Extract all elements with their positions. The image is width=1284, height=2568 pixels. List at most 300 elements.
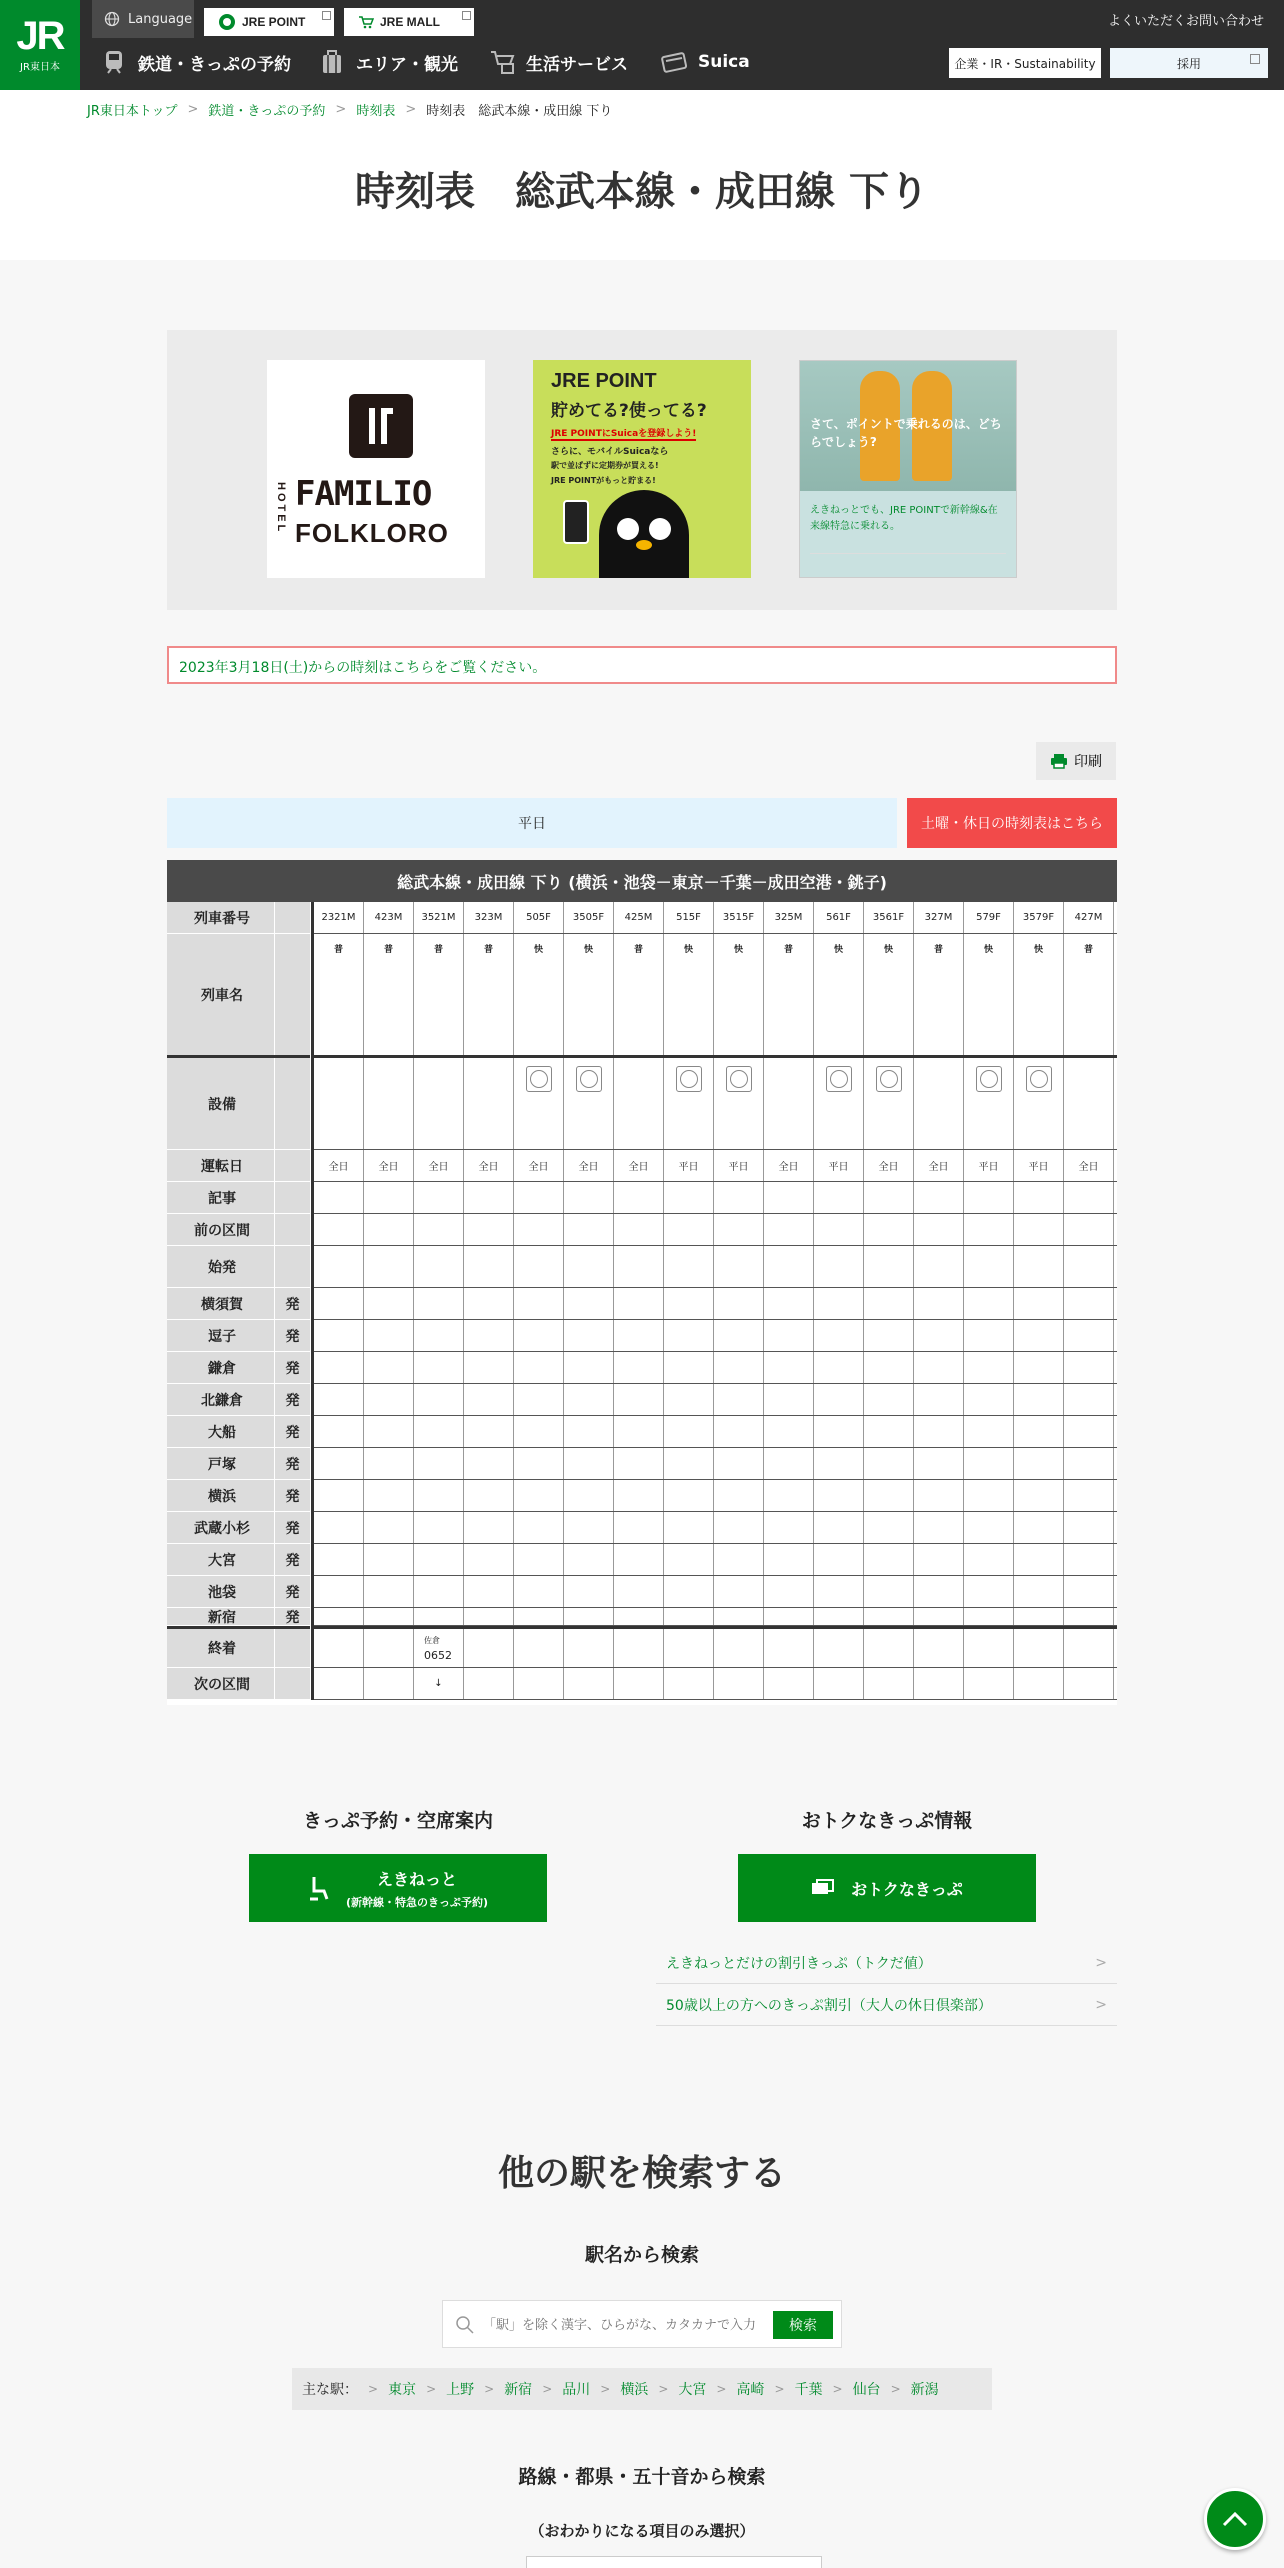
major-station-link[interactable]: 新宿 [504,2382,533,2398]
chevron-right-icon: > [335,102,347,117]
back-to-top-button[interactable] [1204,2488,1266,2550]
breadcrumb-timetable[interactable]: 時刻表 [356,104,396,119]
timetable-cell [514,1058,564,1149]
timetable-cell [814,1214,864,1245]
timetable-cell [1014,1416,1064,1447]
timetable-cell [914,1544,964,1575]
jr-east-logo[interactable] [0,0,80,90]
timetable-cell [664,1416,714,1447]
row-label [167,1182,310,1214]
row-label [167,1246,310,1288]
timetable-cell [514,1544,564,1575]
timetable-cell: 全日 [414,1150,464,1181]
jre-mall-label: JRE MALL [380,15,440,29]
row-label-text: 前の区間 [194,1222,250,1239]
external-link-icon [462,11,471,20]
jre-mall-link[interactable] [344,8,474,36]
timetable-cell [714,1668,764,1699]
timetable-cell [764,1352,814,1383]
timetable-cell [414,1576,464,1607]
no-smoking-icon [676,1066,702,1092]
banner-ekinet-copy: さて、ポイントで乗れるのは、どちらでしょう? [810,417,1002,449]
timetable-cell: 2321M [314,902,364,933]
timetable-cell [564,1512,614,1543]
timetable-row [314,902,1117,934]
row-label [167,902,310,934]
timetable-row [314,1544,1117,1576]
timetable-cell [864,1608,914,1625]
timetable-cell [364,1058,414,1149]
station-search-button[interactable]: 検索 [773,2311,833,2339]
timetable-cell [664,1576,714,1607]
timetable-cell [714,1416,764,1447]
row-label [167,1576,310,1608]
timetable-cell: 普 [914,934,964,1055]
timetable-cell [914,1668,964,1699]
timetable-cell: 全日 [1064,1150,1114,1181]
banner-jre-line1: JRE POINTにSuicaを登録しよう! [551,426,696,441]
timetable-row [314,1214,1117,1246]
tab-holiday[interactable]: 土曜・休日の時刻表はこちら [907,798,1117,848]
timetable-cell [564,1576,614,1607]
timetable-cell: 快 [714,934,764,1055]
timetable-cell [614,1182,664,1213]
row-label [167,1288,310,1320]
timetable-cell [1064,1480,1114,1511]
timetable-cell [714,1448,764,1479]
nav-life-label: 生活サービス [526,54,628,75]
hotel-brand: FAMILIO [295,474,432,514]
timetable-cell [514,1448,564,1479]
timetable-cell [1014,1629,1064,1667]
timetable-cell [414,1629,464,1667]
timetable-cell [864,1352,914,1383]
timetable-cell [1064,1416,1114,1447]
row-label-text: 武蔵小杉 [194,1520,250,1537]
no-smoking-icon [826,1066,852,1092]
timetable-cell [914,1512,964,1543]
timetable-row [314,1246,1117,1288]
timetable-cell [414,1384,464,1415]
major-station-link[interactable]: 高崎 [736,2382,765,2398]
global-header [0,0,1284,90]
timetable-cell [1064,1182,1114,1213]
timetable-cell [714,1480,764,1511]
timetable [167,860,1117,1705]
nav-suica-label: Suica [698,52,750,72]
print-label: 印刷 [1074,754,1102,770]
timetable-cell: 325M [764,902,814,933]
major-station-link[interactable]: 東京 [388,2382,417,2398]
row-label-text: 大宮 [208,1552,236,1569]
timetable-cell [464,1352,514,1383]
timetable-cell [914,1058,964,1149]
timetable-cell [464,1480,514,1511]
timetable-cell: 快 [564,934,614,1055]
timetable-cell [364,1320,414,1351]
timetable-cell [864,1416,914,1447]
timetable-cell [614,1058,664,1149]
timetable-cell [314,1352,364,1383]
tickets-heading: きっぷ予約・空席案内 [302,1810,493,1832]
deal-link-tokudane[interactable] [656,1942,1117,1984]
major-station-link[interactable]: 千葉 [794,2382,823,2398]
breadcrumb-railway[interactable]: 鉄道・きっぷの予約 [208,104,326,119]
timetable-cell [764,1214,814,1245]
print-button[interactable] [1036,742,1116,780]
timetable-cell [364,1384,414,1415]
major-station-link[interactable]: 大宮 [678,2382,707,2398]
row-label-mark [274,1668,310,1699]
timetable-cell [414,1416,464,1447]
train-icon [100,48,128,76]
timetable-cell: 普 [614,934,664,1055]
timetable-cell [564,1352,614,1383]
timetable-cell [964,1629,1014,1667]
station-search-input[interactable] [483,2311,763,2339]
timetable-cell: 3515F [714,902,764,933]
timetable-cell [964,1608,1014,1625]
timetable-cell [414,1320,464,1351]
timetable-cell [964,1480,1014,1511]
timetable-cell [814,1182,864,1213]
recruit-link[interactable] [1110,48,1268,78]
row-label-text: 設備 [208,1096,236,1113]
timetable-cell [1014,1448,1064,1479]
row-label-mark: 発 [274,1384,310,1415]
timetable-cell [414,1246,464,1287]
timetable-cell [414,1352,464,1383]
schedule-notice-link[interactable]: 2023年3月18日(土)からの時刻はこちらをご覧ください。 [167,646,1117,684]
station-search-form [442,2300,842,2348]
row-label-text: 池袋 [208,1584,236,1601]
jre-point-icon [218,13,236,31]
timetable-cell [664,1352,714,1383]
timetable-cell [1014,1352,1064,1383]
timetable-cell [314,1214,364,1245]
row-label [167,1668,310,1700]
chevron-right-icon: > [658,2382,669,2396]
timetable-cell [514,1608,564,1625]
banner-footer-logos [810,553,1006,567]
timetable-cell [414,1214,464,1245]
row-label [167,1384,310,1416]
timetable-cell: 423M [364,902,414,933]
timetable-cell [614,1668,664,1699]
banner-jre-point[interactable] [533,360,751,578]
timetable-cell [864,1288,914,1319]
timetable-cell [1014,1320,1064,1351]
major-stations [292,2368,992,2410]
faq-link[interactable]: よくいただくお問い合わせ [1107,14,1264,29]
timetable-cell [514,1576,564,1607]
timetable-cell [714,1576,764,1607]
timetable-cell [664,1480,714,1511]
row-label [167,1626,310,1668]
timetable-row [314,1384,1117,1416]
timetable-cell [864,1480,914,1511]
timetable-grid[interactable] [311,902,1117,1700]
ekinet-button[interactable] [249,1854,547,1922]
timetable-cell [364,1416,414,1447]
row-label-text: 逗子 [208,1328,236,1345]
timetable-cell [614,1288,664,1319]
timetable-cell [364,1544,414,1575]
timetable-cell: 快 [864,934,914,1055]
major-station-link[interactable]: 上野 [446,2382,475,2398]
banner-ekinet-point[interactable] [799,360,1017,578]
language-label: Language [128,11,193,27]
timetable-row [314,1448,1117,1480]
ekinet-sub: (新幹線・特急のきっぷ予約) [345,1895,489,1909]
timetable-cell [314,1576,364,1607]
ekinet-label: えきねっと [376,1869,457,1889]
timetable-cell [1014,1480,1064,1511]
timetable-cell [714,1214,764,1245]
row-label-text: 鎌倉 [208,1360,236,1377]
timetable-cell: 全日 [314,1150,364,1181]
timetable-cell [564,1629,614,1667]
timetable-cell: 平日 [814,1150,864,1181]
timetable-cell: 快 [964,934,1014,1055]
timetable-cell [714,1512,764,1543]
row-label [167,1150,310,1182]
chevron-right-icon: > [368,2382,379,2396]
timetable-cell [864,1448,914,1479]
row-label [167,1512,310,1544]
timetable-cell [1064,1288,1114,1319]
timetable-cell [964,1448,1014,1479]
timetable-cell [814,1512,864,1543]
timetable-cell [864,1512,914,1543]
timetable-cell: 全日 [864,1150,914,1181]
row-label-mark: 発 [274,1544,310,1575]
jre-point-link[interactable] [204,8,334,36]
timetable-cell [714,1384,764,1415]
title-area [0,90,1284,260]
timetable-cell [464,1608,514,1625]
timetable-cell: ↓ [414,1668,464,1699]
timetable-cell [564,1668,614,1699]
tab-weekday[interactable]: 平日 [167,798,897,848]
row-label-text: 記事 [208,1190,236,1207]
timetable-cell [614,1214,664,1245]
deal-link-otona-label: 50歳以上の方へのきっぷ割引（大人の休日倶楽部） [666,1997,992,2014]
timetable-cell [464,1288,514,1319]
timetable-cell [614,1320,664,1351]
timetable-cell [364,1288,414,1319]
suica-card-icon [660,48,688,76]
timetable-cell [864,1182,914,1213]
timetable-cell [864,1629,914,1667]
major-station-link[interactable]: 新潟 [910,2382,939,2398]
timetable-cell [564,1416,614,1447]
timetable-cell [614,1352,664,1383]
timetable-cell: 快 [1014,934,1064,1055]
timetable-row [314,1416,1117,1448]
timetable-cell [364,1608,414,1625]
timetable-cell [814,1058,864,1149]
timetable-cell [764,1448,814,1479]
deal-link-otona[interactable] [656,1984,1117,2026]
timetable-cell [664,1544,714,1575]
timetable-cell: 平日 [664,1150,714,1181]
nav-suica[interactable] [660,44,750,80]
timetable-cell [1064,1608,1114,1625]
timetable-cell: 全日 [464,1150,514,1181]
timetable-cell [364,1629,414,1667]
timetable-cell [1014,1544,1064,1575]
timetable-cell [814,1668,864,1699]
timetable-cell [764,1668,814,1699]
row-label [167,1480,310,1512]
timetable-cell [514,1480,564,1511]
row-label-text: 列車名 [201,987,243,1004]
timetable-cell [514,1320,564,1351]
row-label-text: 新宿 [208,1609,236,1626]
timetable-cell [664,1668,714,1699]
line-select[interactable] [526,2556,822,2568]
nav-railway[interactable] [100,44,291,80]
chevron-right-icon: > [187,102,199,117]
major-station-link[interactable]: 品川 [562,2382,591,2398]
no-smoking-icon [976,1066,1002,1092]
timetable-cell [664,1448,714,1479]
timetable-cell [914,1246,964,1287]
timetable-cell: 普 [764,934,814,1055]
deals-button[interactable] [738,1854,1036,1922]
banner-hotel-familio[interactable] [267,360,485,578]
chevron-right-icon: > [600,2382,611,2396]
timetable-cell [1014,1288,1064,1319]
timetable-cell: 327M [914,902,964,933]
cart-icon [358,15,374,29]
major-station-link[interactable]: 仙台 [852,2382,881,2398]
timetable-cell [364,1352,414,1383]
seat-icon [308,1875,330,1901]
timetable-cell [364,1480,414,1511]
timetable-cell [914,1448,964,1479]
chevron-right-icon: > [716,2382,727,2396]
timetable-cell [614,1512,664,1543]
row-label-mark: 発 [274,1448,310,1479]
penguin-mascot-icon [599,490,689,578]
timetable-cell [714,1352,764,1383]
timetable-cell [714,1320,764,1351]
timetable-cell: 快 [814,934,864,1055]
timetable-cell: 505F [514,902,564,933]
timetable-cell [764,1629,814,1667]
timetable-cell [764,1246,814,1287]
timetable-cell [764,1320,814,1351]
external-link-icon [1250,54,1260,64]
chevron-right-icon: > [890,2382,901,2396]
timetable-cell [964,1182,1014,1213]
ekinet-text [346,1867,488,1910]
banner-jre-question: 貯めてる?使ってる? [551,401,707,421]
row-label-text: 次の区間 [194,1676,250,1693]
timetable-cell [714,1288,764,1319]
language-selector[interactable] [92,0,194,38]
timetable-cell [714,1182,764,1213]
major-station-link[interactable]: 横浜 [620,2382,649,2398]
timetable-cell [514,1246,564,1287]
timetable-cell: 快 [514,934,564,1055]
timetable-cell [614,1448,664,1479]
timetable-cell [314,1668,364,1699]
timetable-cell: 全日 [914,1150,964,1181]
timetable-cell [1064,1544,1114,1575]
timetable-cell [314,1416,364,1447]
timetable-cell [564,1182,614,1213]
timetable-cell [1014,1182,1064,1213]
banner-jre-line4: JRE POINTがもっと貯まる! [551,476,656,485]
timetable-cell [864,1214,914,1245]
timetable-cell [314,1629,364,1667]
row-label-mark: 発 [274,1352,310,1383]
timetable-cell [1064,1576,1114,1607]
timetable-cell [664,1629,714,1667]
timetable-cell [764,1058,814,1149]
row-label-mark: 発 [274,1512,310,1543]
timetable-cell [664,1288,714,1319]
deals-label: おトクなきっぷ [851,1879,963,1899]
timetable-row [314,1668,1117,1700]
timetable-cell [464,1448,514,1479]
timetable-cell [1064,1512,1114,1543]
timetable-cell [414,1182,464,1213]
timetable-cell [314,1182,364,1213]
timetable-cell [514,1416,564,1447]
timetable-cell [1014,1668,1064,1699]
phone-icon [563,500,589,544]
timetable-cell: 561F [814,902,864,933]
timetable-cell [514,1668,564,1699]
timetable-cell: 全日 [764,1150,814,1181]
corporate-link[interactable]: 企業・IR・Sustainability [949,48,1101,78]
timetable-row [314,934,1117,1058]
row-label [167,1448,310,1480]
timetable-cell [914,1480,964,1511]
chevron-right-icon: > [774,2382,785,2396]
timetable-cell [364,1448,414,1479]
timetable-cell [614,1608,664,1625]
timetable-row [314,1608,1117,1626]
timetable-cell: 全日 [514,1150,564,1181]
timetable-cell [464,1512,514,1543]
timetable-cell: 平日 [1014,1150,1064,1181]
timetable-cell: 425M [614,902,664,933]
timetable-cell [764,1182,814,1213]
timetable-cell [864,1576,914,1607]
nav-life[interactable] [488,44,628,80]
timetable-cell [764,1416,814,1447]
timetable-cell [614,1416,664,1447]
timetable-cell [964,1058,1014,1149]
timetable-cell [764,1384,814,1415]
timetable-cell [514,1182,564,1213]
timetable-cell [714,1544,764,1575]
search-by-name-heading: 駅名から検索 [584,2244,699,2266]
timetable-cell [964,1214,1014,1245]
timetable-cell [614,1544,664,1575]
timetable-cell: 普 [364,934,414,1055]
nav-area-label: エリア・観光 [356,54,458,75]
nav-area[interactable] [318,44,458,80]
breadcrumb-top[interactable]: JR東日本トップ [87,104,178,119]
timetable-cell [414,1480,464,1511]
timetable-cell [1064,1629,1114,1667]
